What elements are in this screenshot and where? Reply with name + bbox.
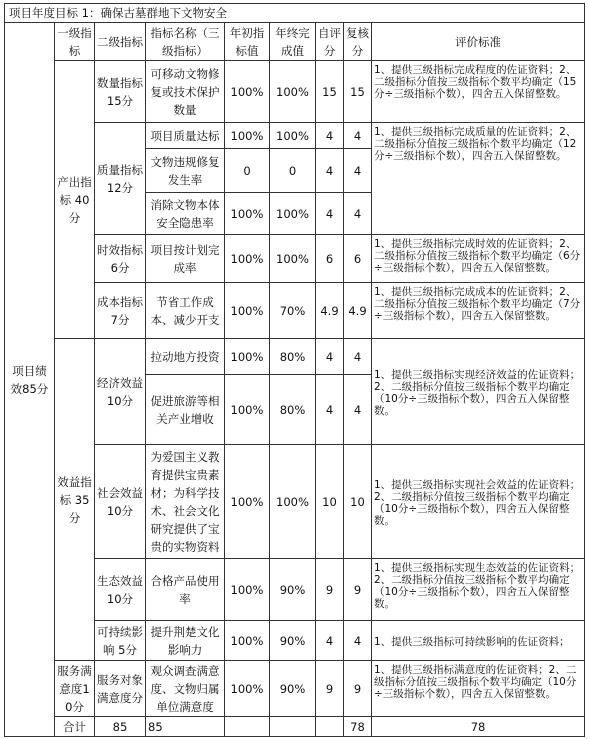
review-score: 6 xyxy=(344,235,372,283)
final-value: 100% xyxy=(270,235,316,283)
initial-value: 100% xyxy=(225,559,270,621)
initial-value: 100% xyxy=(225,123,270,149)
total-level1: 85 xyxy=(95,717,146,737)
review-score: 9 xyxy=(344,661,372,717)
table-row xyxy=(5,339,585,375)
header-level1: 一级指标 xyxy=(55,23,95,61)
review-score: 4.9 xyxy=(344,283,372,339)
self-score: 4 xyxy=(316,339,344,375)
level1-output: 产出指标 40 分 xyxy=(55,61,95,339)
indicator-name: 促进旅游等相关产业增收 xyxy=(146,375,225,445)
criteria-cost: 1、提供三级指标完成成本的佐证资料；2、二级指标分值按三级指标个数平均确定（7分÷三级指标个数），四舍五入保留整数。 xyxy=(372,283,585,339)
initial-value: 100% xyxy=(225,339,270,375)
review-score: 4 xyxy=(344,149,372,193)
initial-value: 100% xyxy=(225,445,270,559)
group-label: 项目绩效85分 xyxy=(5,23,55,737)
performance-evaluation-table xyxy=(4,3,585,737)
final-value: 90% xyxy=(270,661,316,717)
total-label: 合计 xyxy=(55,717,95,737)
self-score: 4.9 xyxy=(316,283,344,339)
review-score: 9 xyxy=(344,559,372,621)
self-score: 6 xyxy=(316,235,344,283)
header-review-score: 复核分 xyxy=(344,23,372,61)
indicator-name: 项目按计划完成率 xyxy=(146,235,225,283)
criteria-quality: 1、提供三级指标完成质量的佐证资料；2、二级指标分值按三级指标个数平均确定（12分÷三级指标个数），四舍五入保留整数。 xyxy=(372,123,585,235)
self-score: 9 xyxy=(316,559,344,621)
self-score: 4 xyxy=(316,123,344,149)
criteria-ecological: 1、提供三级指标实现生态效益的佐证资料；2、二级指标分值按三级指标个数平均确定（10分÷三级指标个数），四舍五入保留整数。 xyxy=(372,559,585,621)
final-value: 100% xyxy=(270,193,316,235)
table-row xyxy=(5,61,585,123)
level2-quantity: 数量指标 15分 xyxy=(95,61,146,123)
initial-value: 100% xyxy=(225,661,270,717)
total-level2: 85 xyxy=(146,717,225,737)
indicator-name: 文物违规修复发生率 xyxy=(146,149,225,193)
level2-satisfaction: 服务对象满意度分 xyxy=(95,661,146,717)
level2-timeliness: 时效指标 6分 xyxy=(95,235,146,283)
final-value: 100% xyxy=(270,445,316,559)
criteria-economic: 1、提供三级指标实现经济效益的佐证资料；2、二级指标分值按三级指标个数平均确定（10分÷三级指标个数），四舍五入保留整数。 xyxy=(372,339,585,445)
indicator-name: 节省工作成本、减少开支 xyxy=(146,283,225,339)
table-row xyxy=(5,661,585,717)
review-score: 4 xyxy=(344,193,372,235)
final-value: 100% xyxy=(270,123,316,149)
criteria-satisfaction: 1、提供三级指标满意度的佐证资料；2、二级指标分值按三级指标个数平均确定（10分÷三级指标个数），四舍五入保留整数。 xyxy=(372,661,585,717)
total-self-score: 78 xyxy=(344,717,372,737)
header-self-score: 自评分 xyxy=(316,23,344,61)
self-score: 4 xyxy=(316,193,344,235)
indicator-name: 消除文物本体安全隐患率 xyxy=(146,193,225,235)
criteria-sustain: 1、提供三级指标可持续影响的佐证资料； xyxy=(372,621,585,661)
initial-value: 100% xyxy=(225,61,270,123)
indicator-name: 拉动地方投资 xyxy=(146,339,225,375)
self-score: 4 xyxy=(316,621,344,661)
total-empty-name xyxy=(225,717,270,737)
initial-value: 100% xyxy=(225,621,270,661)
level2-quality: 质量指标 12分 xyxy=(95,123,146,235)
criteria-quantity: 1、提供三级指标完成程度的佐证资料；2、二级指标分值按三级指标个数平均确定（15分÷三级指标个数），四舍五入保留整数。 xyxy=(372,61,585,123)
review-score: 4 xyxy=(344,621,372,661)
indicator-name: 合格产品使用率 xyxy=(146,559,225,621)
title-row xyxy=(5,4,585,23)
indicator-name: 项目质量达标 xyxy=(146,123,225,149)
level2-ecological: 生态效益 10分 xyxy=(95,559,146,621)
final-value: 100% xyxy=(270,61,316,123)
self-score: 15 xyxy=(316,61,344,123)
final-value: 0 xyxy=(270,149,316,193)
final-value: 80% xyxy=(270,375,316,445)
final-value: 70% xyxy=(270,283,316,339)
total-row xyxy=(5,717,585,737)
self-score: 9 xyxy=(316,661,344,717)
final-value: 90% xyxy=(270,559,316,621)
indicator-name: 提升荆楚文化影响力 xyxy=(146,621,225,661)
header-criteria: 评价标准 xyxy=(372,23,585,61)
header-final-value: 年终完成值 xyxy=(270,23,316,61)
total-empty-initial xyxy=(270,717,316,737)
level2-cost: 成本指标 7分 xyxy=(95,283,146,339)
header-level2: 二级指标 xyxy=(95,23,146,61)
criteria-social: 1、提供三级指标实现社会效益的佐证资料；2、二级指标分值按三级指标个数平均确定（10分÷三级指标个数），四舍五入保留整数。 xyxy=(372,445,585,559)
header-row xyxy=(5,23,585,61)
review-score: 10 xyxy=(344,445,372,559)
header-indicator-name: 指标名称（三级指标） xyxy=(146,23,225,61)
initial-value: 100% xyxy=(225,375,270,445)
review-score: 4 xyxy=(344,375,372,445)
self-score: 4 xyxy=(316,149,344,193)
review-score: 15 xyxy=(344,61,372,123)
indicator-name: 观众调查满意度、文物归属单位满意度 xyxy=(146,661,225,717)
initial-value: 100% xyxy=(225,283,270,339)
initial-value: 0 xyxy=(225,149,270,193)
indicator-name: 为爱国主义教育提供宝贵素材；为科学技术、社会文化研究提供了宝贵的实物资料 xyxy=(146,445,225,559)
table-title: 项目年度目标 1：确保古墓群地下文物安全 xyxy=(5,4,585,23)
indicator-name: 可移动文物修复或技术保护数量 xyxy=(146,61,225,123)
level1-satisfaction: 服务满意度10分 xyxy=(55,661,95,717)
review-score: 4 xyxy=(344,339,372,375)
final-value: 80% xyxy=(270,339,316,375)
self-score: 4 xyxy=(316,375,344,445)
final-value: 90% xyxy=(270,621,316,661)
level1-benefit: 效益指标 35 分 xyxy=(55,339,95,661)
initial-value: 100% xyxy=(225,193,270,235)
header-initial-value: 年初指标值 xyxy=(225,23,270,61)
self-score: 10 xyxy=(316,445,344,559)
criteria-timeliness: 1、提供三级指标完成时效的佐证资料；2、二级指标分值按三级指标个数平均确定（6分÷三级指标个数），四舍五入保留整数。 xyxy=(372,235,585,283)
initial-value: 100% xyxy=(225,235,270,283)
total-empty-final xyxy=(316,717,344,737)
level2-social: 社会效益 10分 xyxy=(95,445,146,559)
level2-sustain: 可持续影响 5分 xyxy=(95,621,146,661)
review-score: 4 xyxy=(344,123,372,149)
level2-economic: 经济效益 10分 xyxy=(95,339,146,445)
total-review-score: 78 xyxy=(372,717,585,737)
